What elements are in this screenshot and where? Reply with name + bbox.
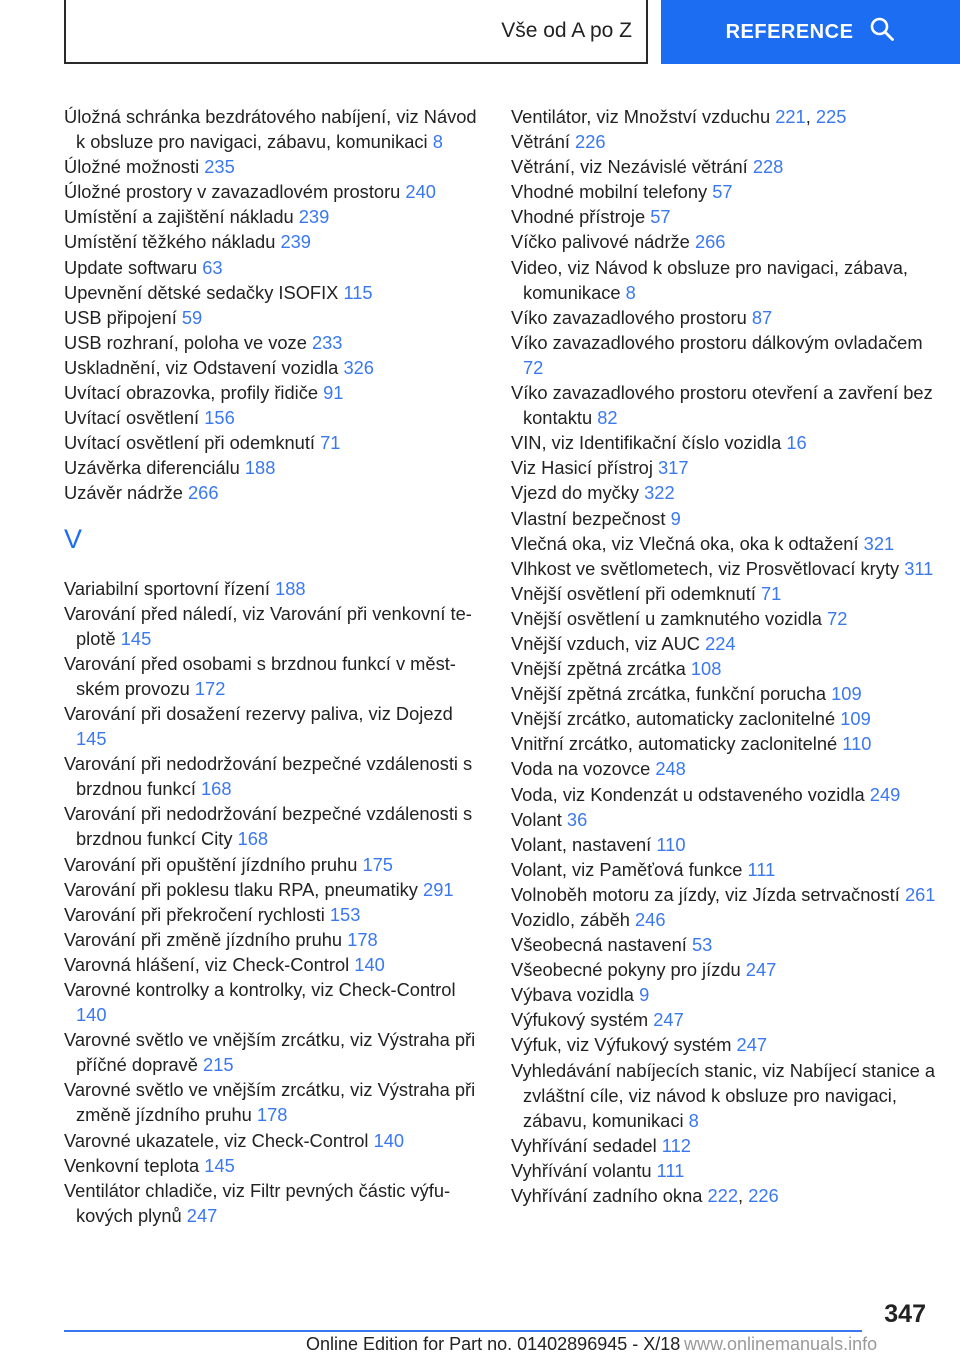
- page-link[interactable]: 109: [831, 683, 862, 705]
- index-term: Varování při poklesu tlaku RPA, pneumatiky: [64, 878, 418, 900]
- index-entry: [511, 455, 941, 480]
- page-link[interactable]: 266: [694, 231, 726, 253]
- index-entry: [511, 480, 941, 505]
- index-entry: [511, 982, 941, 1007]
- index-entry: [64, 179, 484, 204]
- page-link[interactable]: 112: [661, 1134, 691, 1156]
- page-link[interactable]: 71: [761, 582, 782, 604]
- index-entry: [511, 1032, 941, 1057]
- index-entry: [511, 229, 941, 254]
- index-term: Venkovní teplota: [64, 1154, 200, 1176]
- index-term: Varovné světlo ve vnějším zrcátku, viz Výstraha při změně jízdního pruhu: [64, 1079, 476, 1126]
- index-term: Větrání, viz Nezávislé větrání: [511, 156, 748, 178]
- index-entry: [511, 907, 941, 932]
- footer-divider: [64, 1330, 862, 1332]
- index-term: Vlečná oka, viz Vlečná oka, oka k odtažení: [511, 532, 859, 554]
- index-entry: [511, 656, 941, 681]
- page-link[interactable]: 57: [650, 206, 671, 228]
- index-term: Update softwaru: [64, 256, 198, 278]
- page-link[interactable]: 321: [863, 532, 895, 554]
- index-term: Víko zavazadlového prostoru dálkovým ovladačem: [511, 331, 923, 353]
- index-entry: [511, 556, 941, 581]
- index-entry: [64, 1077, 484, 1127]
- index-term: Varování při opuštění jízdního pruhu: [64, 853, 358, 875]
- index-term: Víko zavazadlového prostoru: [511, 306, 747, 328]
- page-link[interactable]: 111: [747, 858, 776, 880]
- index-term: Variabilní sportovní řízení: [64, 577, 270, 599]
- page-link[interactable]: 178: [347, 928, 378, 950]
- index-entry: [64, 977, 484, 1027]
- index-entry: [64, 1178, 484, 1228]
- page-link[interactable]: 145: [76, 728, 107, 750]
- index-entry: [64, 902, 484, 927]
- page-link[interactable]: 72: [523, 356, 544, 378]
- index-term: Uvítací osvětlení: [64, 407, 200, 429]
- page-link[interactable]: 235: [204, 156, 235, 178]
- index-term: Všeobecné pokyny pro jízdu: [511, 959, 741, 981]
- index-term: Úložné možnosti: [64, 156, 200, 178]
- page-link[interactable]: 239: [280, 231, 311, 253]
- index-entry: [511, 380, 941, 430]
- index-entry: [64, 204, 484, 229]
- index-entry: [511, 832, 941, 857]
- page-link[interactable]: 59: [181, 306, 203, 328]
- page-link[interactable]: 188: [244, 457, 276, 479]
- index-entry: [64, 927, 484, 952]
- index-term: Uzávěrka diferenciálu: [64, 457, 240, 479]
- index-term: Umístění těžkého nákladu: [64, 231, 276, 253]
- index-entry: [64, 877, 484, 902]
- index-term: Vhodné přístroje: [511, 206, 646, 228]
- page-number: 347: [884, 1300, 926, 1328]
- search-icon[interactable]: [869, 16, 895, 48]
- page-link[interactable]: 326: [343, 356, 374, 378]
- page-link[interactable]: 215: [203, 1054, 234, 1076]
- index-term: Vlastní bezpečnost: [511, 507, 666, 529]
- index-term: Vnější osvětlení u zamknutého vozidla: [511, 607, 822, 629]
- index-term: Varování při nedodržování bezpečné vzdálenosti s brzdnou funkcí City: [64, 803, 473, 850]
- index-entry: [511, 305, 941, 330]
- index-entry: [511, 631, 941, 656]
- index-entry: [64, 305, 484, 330]
- index-term: Upevnění dětské sedačky ISOFIX: [64, 281, 339, 303]
- index-group-v: [64, 576, 484, 1228]
- page-link[interactable]: 266: [187, 482, 219, 504]
- page-link[interactable]: 57: [712, 181, 733, 203]
- page-link[interactable]: 175: [362, 853, 393, 875]
- page-link[interactable]: 140: [373, 1129, 405, 1151]
- index-term: Vhodné mobilní telefony: [511, 181, 708, 203]
- page-link[interactable]: 153: [329, 903, 361, 925]
- index-entry: [511, 330, 941, 380]
- page-link[interactable]: 178: [256, 1104, 288, 1126]
- index-term: Vyhřívání sedadel: [511, 1134, 657, 1156]
- index-term: Volant, nastavení: [511, 833, 652, 855]
- footer-edition-text: Online Edition for Part no. 01402896945 - X/18: [306, 1334, 681, 1354]
- index-column-left: [64, 104, 484, 1228]
- index-term: Výfukový systém: [511, 1009, 649, 1031]
- page-link[interactable]: 9: [670, 507, 681, 529]
- page-link[interactable]: 109: [840, 708, 871, 730]
- index-term: Varování při dosažení rezervy paliva, viz Dojezd: [64, 702, 453, 724]
- page-link[interactable]: 247: [745, 959, 777, 981]
- page-link[interactable]: 8: [625, 281, 636, 303]
- index-term: Voda, viz Kondenzát u odstaveného vozidla: [511, 783, 865, 805]
- page-link[interactable]: 63: [202, 256, 223, 278]
- index-entry: [511, 932, 941, 957]
- index-term: Úložné prostory v zavazadlovém prostoru: [64, 181, 401, 203]
- page-link[interactable]: 168: [201, 778, 232, 800]
- index-term: Varovné ukazatele, viz Check-Control: [64, 1129, 369, 1151]
- page-link[interactable]: 248: [655, 758, 686, 780]
- index-entry: [511, 154, 941, 179]
- index-entry: [64, 801, 484, 851]
- index-entry: [64, 601, 484, 651]
- page-link[interactable]: 108: [690, 658, 722, 680]
- index-entry: [511, 731, 941, 756]
- page-link[interactable]: 247: [653, 1009, 684, 1031]
- index-entry: [511, 506, 941, 531]
- index-entry: [64, 651, 484, 701]
- index-entry: [511, 1007, 941, 1032]
- index-entry: [64, 751, 484, 801]
- index-entry: [64, 480, 484, 505]
- page-link[interactable]: 247: [736, 1034, 768, 1056]
- index-term: Vnější zrcátko, automaticky zaclonitelné: [511, 708, 836, 730]
- page-link[interactable]: 82: [597, 407, 618, 429]
- page-link[interactable]: 72: [827, 607, 848, 629]
- index-term: Ventilátor chladiče, viz Filtr pevných částic výfukových plynů: [64, 1179, 451, 1226]
- index-term: Varovné kontrolky a kontrolky, viz Check-Control: [64, 979, 456, 1000]
- index-term: Varování při překročení rychlosti: [64, 903, 325, 925]
- index-term: Viz Hasicí přístroj: [511, 457, 653, 479]
- index-term: Úložná schránka bezdrátového nabíjení, viz Návod k obsluze pro navigaci, zábavu, komunikaci: [64, 106, 477, 153]
- page-link[interactable]: 228: [752, 156, 784, 178]
- index-entry: [64, 1128, 484, 1153]
- page-link[interactable]: 261: [904, 883, 936, 905]
- index-entry: [64, 280, 484, 305]
- page-link[interactable]: 168: [237, 828, 269, 850]
- page-link[interactable]: 240: [405, 181, 436, 203]
- page-link[interactable]: 225: [815, 106, 847, 127]
- index-term: Voda na vozovce: [511, 758, 651, 780]
- index-term: Vnější zpětná zrcátka, funkční porucha: [511, 683, 827, 705]
- index-entry: [511, 857, 941, 882]
- page-link[interactable]: 140: [354, 953, 385, 975]
- page-link[interactable]: 9: [639, 984, 650, 1006]
- page-link[interactable]: 291: [423, 878, 454, 900]
- page-link[interactable]: 322: [644, 482, 675, 504]
- index-term: Vlhkost ve světlometech, viz Prosvětlovací kryty: [511, 557, 900, 579]
- index-entry: [64, 701, 484, 751]
- page-link[interactable]: 239: [298, 206, 330, 228]
- index-term: USB připojení: [64, 306, 177, 328]
- index-entry: [511, 882, 941, 907]
- page-link[interactable]: 156: [204, 407, 235, 429]
- index-entry: [511, 606, 941, 631]
- index-term: Varovné světlo ve vnějším zrcátku, viz Výstraha při příčné dopravě: [64, 1029, 476, 1076]
- index-entry: [64, 1027, 484, 1077]
- index-entry: [511, 782, 941, 807]
- page-link[interactable]: 247: [186, 1204, 218, 1226]
- page-link[interactable]: 246: [635, 909, 666, 930]
- page-link[interactable]: 140: [76, 1004, 107, 1026]
- index-term: Víčko palivové nádrže: [511, 231, 690, 253]
- page-link[interactable]: 172: [194, 677, 226, 699]
- index-entry: [64, 852, 484, 877]
- index-entry: Ventilátor, viz Množství vzduchu 221, 225: [511, 106, 847, 127]
- page-link[interactable]: 222: [707, 1185, 739, 1207]
- index-term: VIN, viz Identifikační číslo vozidla: [511, 432, 782, 454]
- index-term: Varovná hlášení, viz Check-Control: [64, 953, 350, 975]
- page-link[interactable]: 110: [656, 833, 686, 855]
- index-term: Umístění a zajištění nákladu: [64, 206, 294, 228]
- index-term: Vnější osvětlení při odemknutí: [511, 582, 756, 604]
- page-link[interactable]: 145: [120, 627, 152, 649]
- index-group-u: [64, 104, 484, 506]
- index-entry: [511, 430, 941, 455]
- page-link[interactable]: 36: [566, 808, 588, 830]
- page-link[interactable]: 226: [748, 1185, 779, 1207]
- page-link[interactable]: 311: [904, 557, 934, 579]
- page-link[interactable]: 16: [786, 432, 807, 454]
- page-link[interactable]: 91: [323, 382, 344, 404]
- page-link[interactable]: 317: [657, 457, 689, 479]
- index-entry: [64, 154, 484, 179]
- index-term: Vnitřní zrcátko, automaticky zaclonitelné: [511, 733, 838, 755]
- index-term: Vjezd do myčky: [511, 482, 640, 504]
- page-link[interactable]: 145: [204, 1154, 235, 1176]
- index-entry: [511, 756, 941, 781]
- page-link[interactable]: 111: [656, 1159, 685, 1181]
- index-column-right: [511, 104, 941, 1208]
- page-link[interactable]: 226: [575, 131, 606, 153]
- footer-watermark: www.onlinemanuals.info: [684, 1334, 878, 1354]
- index-term: Varování při změně jízdního pruhu: [64, 928, 343, 950]
- page-link[interactable]: 53: [691, 934, 713, 956]
- index-term: Uzávěr nádrže: [64, 482, 183, 504]
- page-link[interactable]: 115: [343, 281, 373, 303]
- section-letter-v: V: [64, 523, 83, 554]
- page-link[interactable]: 221: [775, 106, 806, 127]
- index-group-v-continued: [511, 104, 941, 1208]
- page-link[interactable]: 224: [705, 632, 736, 654]
- index-entry: [64, 455, 484, 480]
- index-term: Volant, viz Paměťová funkce: [511, 858, 743, 880]
- index-entry: [64, 229, 484, 254]
- index-entry: [64, 430, 484, 455]
- index-entry: [64, 952, 484, 977]
- index-entry: [64, 255, 484, 280]
- index-entry: [511, 807, 941, 832]
- index-term: Vnější zpětná zrcátka: [511, 658, 686, 680]
- reference-tab-label: REFERENCE: [725, 20, 854, 43]
- index-term: Varování před náledí, viz Varování při venkovní teplotě: [64, 602, 472, 649]
- reference-tab[interactable]: [661, 0, 960, 64]
- index-term: Vnější vzduch, viz AUC: [511, 632, 700, 654]
- index-term: Varování před osobami s brzdnou funkcí v městském provozu: [64, 652, 456, 699]
- index-entry: [511, 706, 941, 731]
- index-entry: [64, 576, 484, 601]
- index-term: Ventilátor, viz Množství vzduchu: [511, 106, 771, 127]
- page-link[interactable]: 71: [320, 432, 341, 454]
- index-term: Uvítací osvětlení při odemknutí: [64, 432, 315, 454]
- index-entry: [511, 204, 941, 229]
- index-entry: Vyhřívání zadního okna 222, 226: [511, 1185, 779, 1207]
- index-term: Vozidlo, záběh: [511, 909, 630, 930]
- page-link[interactable]: 249: [869, 783, 901, 805]
- index-entry: [511, 681, 941, 706]
- index-entry: [511, 531, 941, 556]
- index-term: Vyhledávání nabíjecích stanic, viz Nabíjecí stanice a zvláštní cíle, viz návod k obsluze pro navigaci, zábavu, komunikaci: [511, 1059, 936, 1131]
- index-term: Varování při nedodržování bezpečné vzdálenosti s brzdnou funkcí: [64, 753, 473, 800]
- index-term: Větrání: [511, 131, 570, 153]
- index-term: Uskladnění, viz Odstavení vozidla: [64, 356, 339, 378]
- index-entry: [511, 957, 941, 982]
- index-entry: [64, 405, 484, 430]
- index-term: Vyhřívání zadního okna: [511, 1185, 703, 1207]
- index-term: Všeobecná nastavení: [511, 934, 687, 956]
- index-term: Volnoběh motoru za jízdy, viz Jízda setrvačností: [511, 883, 900, 905]
- page-link[interactable]: 110: [842, 733, 872, 755]
- index-entry: [64, 1153, 484, 1178]
- index-term: Víko zavazadlového prostoru otevření a zavření bez kontaktu: [511, 382, 933, 429]
- index-entry: [64, 330, 484, 355]
- index-entry: [511, 581, 941, 606]
- index-term: Uvítací obrazovka, profily řidiče: [64, 382, 319, 404]
- index-entry: [511, 1058, 941, 1133]
- index-term: USB rozhraní, poloha ve voze: [64, 331, 307, 353]
- page-link[interactable]: 233: [311, 331, 343, 353]
- index-entry: [64, 104, 484, 154]
- index-entry: [64, 355, 484, 380]
- index-term: Volant: [511, 808, 562, 830]
- section-title: Vše od A po Z: [501, 19, 632, 42]
- index-entry: [64, 380, 484, 405]
- index-term: Výbava vozidla: [511, 984, 634, 1006]
- index-entry: [511, 255, 941, 305]
- index-term: Video, viz Návod k obsluze pro navigaci, zábava, komunikace: [511, 256, 909, 303]
- page-link[interactable]: 188: [275, 577, 306, 599]
- index-term: Výfuk, viz Výfukový systém: [511, 1034, 732, 1056]
- page-link[interactable]: 8: [432, 131, 443, 153]
- index-entry: [511, 1133, 941, 1158]
- header-section-title-box: [64, 0, 648, 64]
- index-entry: [511, 129, 941, 154]
- index-entry: [511, 1158, 941, 1183]
- page-link[interactable]: 8: [688, 1109, 699, 1131]
- index-entry: [511, 179, 941, 204]
- page-link[interactable]: 87: [751, 306, 773, 328]
- index-term: Vyhřívání volantu: [511, 1159, 652, 1181]
